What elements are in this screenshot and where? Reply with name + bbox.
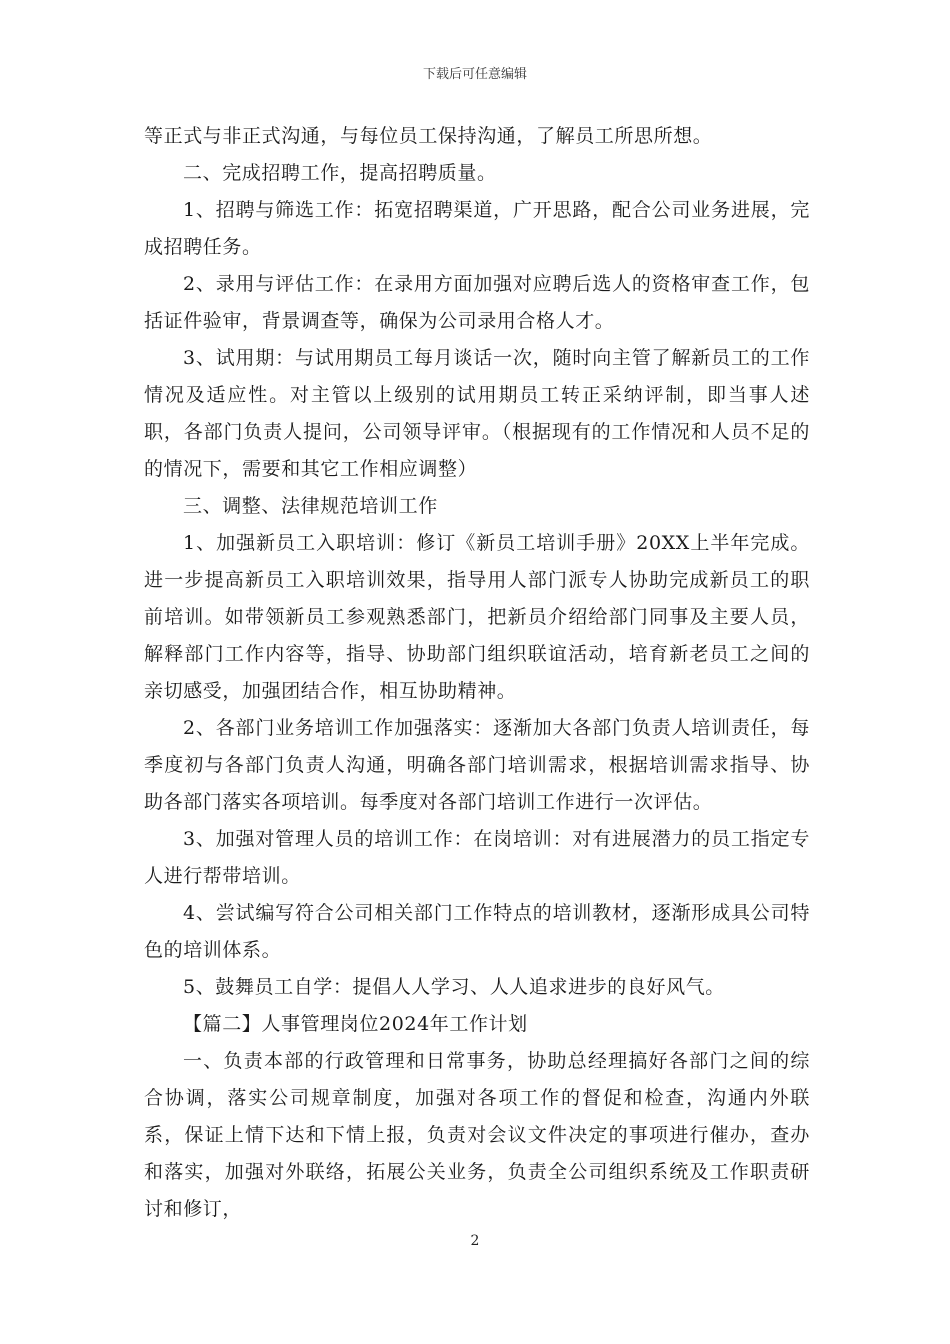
section-heading: 三、调整、法律规范培训工作 bbox=[183, 495, 438, 517]
paragraph: 3、加强对管理人员的培训工作：在岗培训：对有进展潜力的员工指定专人进行帮带培训。 bbox=[144, 828, 810, 887]
paragraph: 1、加强新员工入职培训：修订《新员工培训手册》20XX上半年完成。进一步提高新员工入职培训效果，指导用人部门派专人协助完成新员工的职前培训。如带领新员工参观熟悉部门，把新员介绍给部门同事及主要人员，解释部门工作内容等，指导、协助部门组织联谊活动，培育新老员工之间的亲切感受，加强团结合作，相互协助精神。 bbox=[144, 532, 810, 702]
paragraph: 4、尝试编写符合公司相关部门工作特点的培训教材，逐渐形成具公司特色的培训体系。 bbox=[144, 902, 810, 961]
section-heading: 二、完成招聘工作，提高招聘质量。 bbox=[183, 162, 497, 184]
paragraph: 1、招聘与筛选工作：拓宽招聘渠道，广开思路，配合公司业务进展，完成招聘任务。 bbox=[144, 199, 810, 258]
document-body bbox=[144, 118, 810, 1228]
paragraph: 5、鼓舞员工自学：提倡人人学习、人人追求进步的良好风气。 bbox=[183, 976, 725, 998]
page-header: 下载后可任意编辑 bbox=[422, 67, 527, 82]
paragraph: 3、试用期：与试用期员工每月谈话一次，随时向主管了解新员工的工作情况及适应性。对主管以上级别的试用期员工转正采纳评制，即当事人述职，各部门负责人提问，公司领导评审。（根据现有的工作情况和人员不足的的情况下，需要和其它工作相应调整） bbox=[144, 347, 810, 480]
page-number: 2 bbox=[470, 1233, 480, 1249]
paragraph: 2、各部门业务培训工作加强落实：逐渐加大各部门负责人培训责任，每季度初与各部门负责人沟通，明确各部门培训需求，根据培训需求指导、协助各部门落实各项培训。每季度对各部门培训工作进行一次评估。 bbox=[144, 717, 810, 813]
section-title: 【篇二】人事管理岗位2024年工作计划 bbox=[183, 1013, 528, 1035]
paragraph: 2、录用与评估工作：在录用方面加强对应聘后选人的资格审查工作，包括证件验审，背景调查等，确保为公司录用合格人才。 bbox=[144, 273, 810, 332]
paragraph: 等正式与非正式沟通，与每位员工保持沟通，了解员工所思所想。 bbox=[144, 125, 713, 147]
paragraph: 一、负责本部的行政管理和日常事务，协助总经理搞好各部门之间的综合协调，落实公司规章制度，加强对各项工作的督促和检查，沟通内外联系，保证上情下达和下情上报，负责对会议文件决定的事项进行催办，查办和落实，加强对外联络，拓展公关业务，负责全公司组织系统及工作职责研讨和修订， bbox=[144, 1050, 810, 1220]
